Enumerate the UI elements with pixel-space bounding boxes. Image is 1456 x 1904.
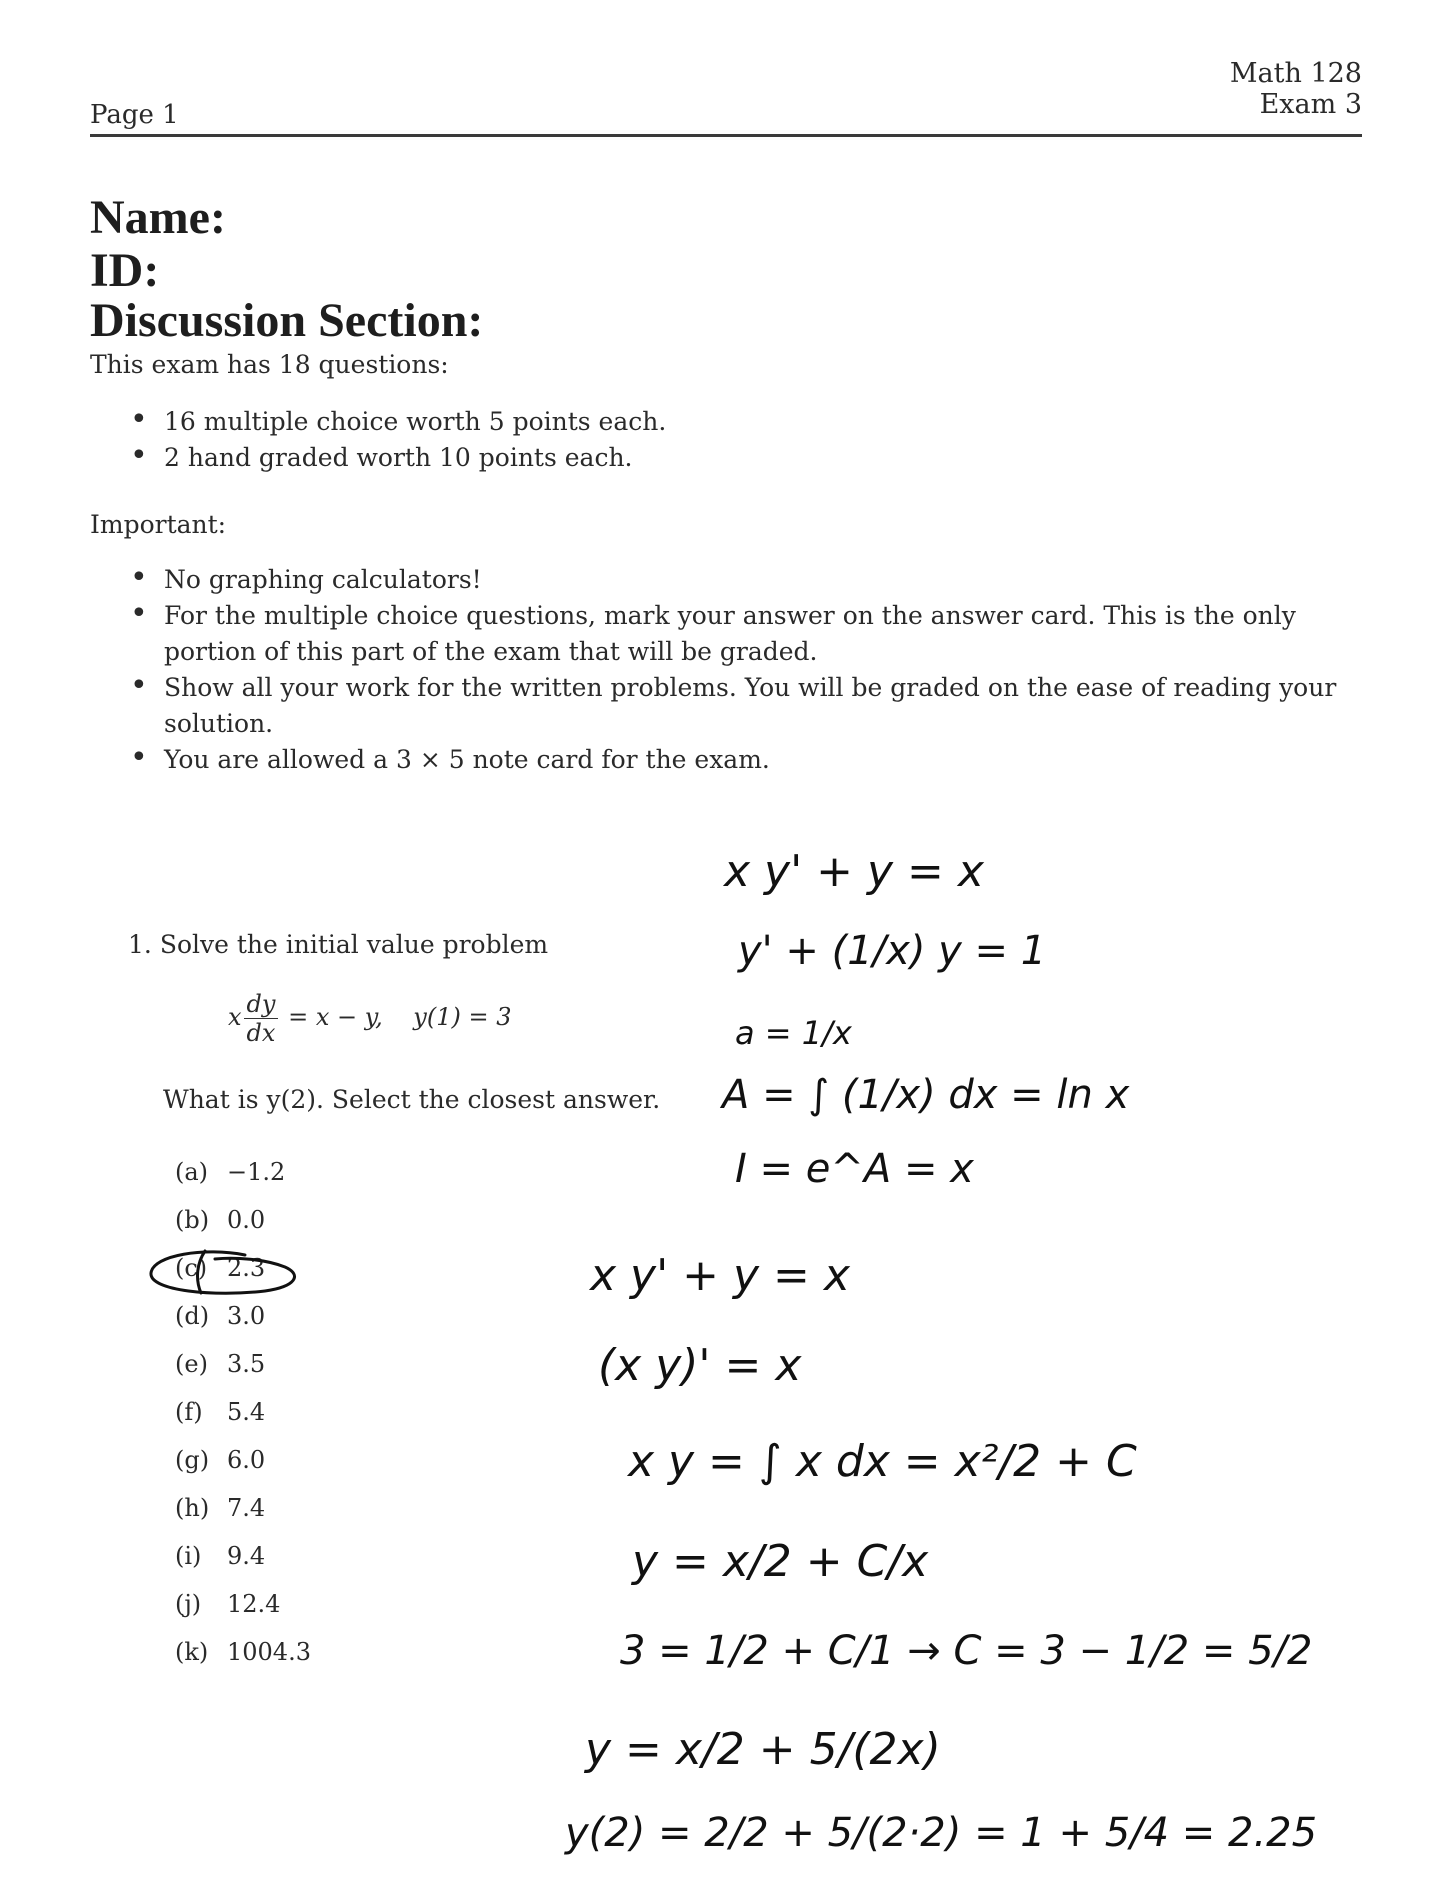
choice-d[interactable]: (d) 3.0 xyxy=(175,1302,266,1330)
fraction-denominator: dx xyxy=(246,1019,276,1047)
header-rule xyxy=(90,134,1362,137)
page-number: Page 1 xyxy=(90,100,179,130)
important-label: Important: xyxy=(90,510,227,539)
choice-i[interactable]: (i) 9.4 xyxy=(175,1542,266,1570)
answer-choices xyxy=(175,1148,311,1676)
list-item: • You are allowed a 3 × 5 note card for the exam. xyxy=(130,742,1362,778)
handwritten-line: y = x/2 + 5/(2x) xyxy=(585,1724,941,1775)
handwritten-line: y(2) = 2/2 + 5/(2·2) = 1 + 5/4 = 2.25 xyxy=(565,1810,1318,1856)
selected-answer-circle xyxy=(145,1243,305,1303)
choice-f[interactable]: (f) 5.4 xyxy=(175,1398,266,1426)
handwritten-line: I = e^A = x xyxy=(735,1146,974,1192)
list-item: • 2 hand graded worth 10 points each. xyxy=(130,440,666,476)
handwritten-line: A = ∫ (1/x) dx = ln x xyxy=(722,1072,1130,1118)
exam-intro: This exam has 18 questions: xyxy=(90,350,449,379)
handwritten-line: x y' + y = x xyxy=(724,846,984,897)
list-item: • For the multiple choice questions, mark your answer on the answer card. This is the only portion of this part of the exam that will be graded. xyxy=(130,598,1362,670)
handwritten-line: x y' + y = x xyxy=(590,1250,850,1301)
fraction-numerator: dy xyxy=(244,990,279,1019)
choice-g[interactable]: (g) 6.0 xyxy=(175,1446,266,1474)
handwritten-line: a = 1/x xyxy=(735,1014,852,1052)
choice-b[interactable]: (b) 0.0 xyxy=(175,1206,266,1234)
id-field-label: ID: xyxy=(90,244,160,297)
choice-k[interactable]: (k) 1004.3 xyxy=(175,1638,311,1666)
question-1-prompt xyxy=(128,930,548,959)
name-field-label: Name: xyxy=(90,191,226,244)
exam-header xyxy=(1230,58,1362,120)
important-list xyxy=(130,562,1362,778)
discussion-section-label: Discussion Section: xyxy=(90,294,484,347)
derivative-fraction xyxy=(244,990,279,1047)
choice-c[interactable]: (c) 2.3 xyxy=(175,1254,266,1282)
differential-equation xyxy=(228,990,511,1047)
list-item: • Show all your work for the written problems. You will be graded on the ease of reading your solution. xyxy=(130,670,1362,742)
question-number: 1. xyxy=(128,930,152,959)
handwritten-line: 3 = 1/2 + C/1 → C = 3 − 1/2 = 5/2 xyxy=(620,1628,1313,1674)
choice-e[interactable]: (e) 3.5 xyxy=(175,1350,266,1378)
question-ask: What is y(2). Select the closest answer. xyxy=(163,1085,661,1114)
list-item: • No graphing calculators! xyxy=(130,562,1362,598)
handwritten-line: y' + (1/x) y = 1 xyxy=(738,928,1047,974)
choice-h[interactable]: (h) 7.4 xyxy=(175,1494,266,1522)
choice-a[interactable]: (a) −1.2 xyxy=(175,1158,286,1186)
handwritten-line: y = x/2 + C/x xyxy=(632,1536,929,1587)
choice-j[interactable]: (j) 12.4 xyxy=(175,1590,281,1618)
question-text: Solve the initial value problem xyxy=(159,930,549,959)
question-breakdown-list xyxy=(130,404,666,476)
eq-x: x xyxy=(228,1003,242,1031)
course-name: Math 128 xyxy=(1229,58,1362,89)
handwritten-line: x y = ∫ x dx = x²/2 + C xyxy=(628,1436,1137,1487)
eq-rest: = x − y, y(1) = 3 xyxy=(288,1003,512,1031)
handwritten-line: (x y)' = x xyxy=(598,1340,802,1391)
list-item: • 16 multiple choice worth 5 points each. xyxy=(130,404,666,440)
exam-name: Exam 3 xyxy=(1259,89,1362,121)
